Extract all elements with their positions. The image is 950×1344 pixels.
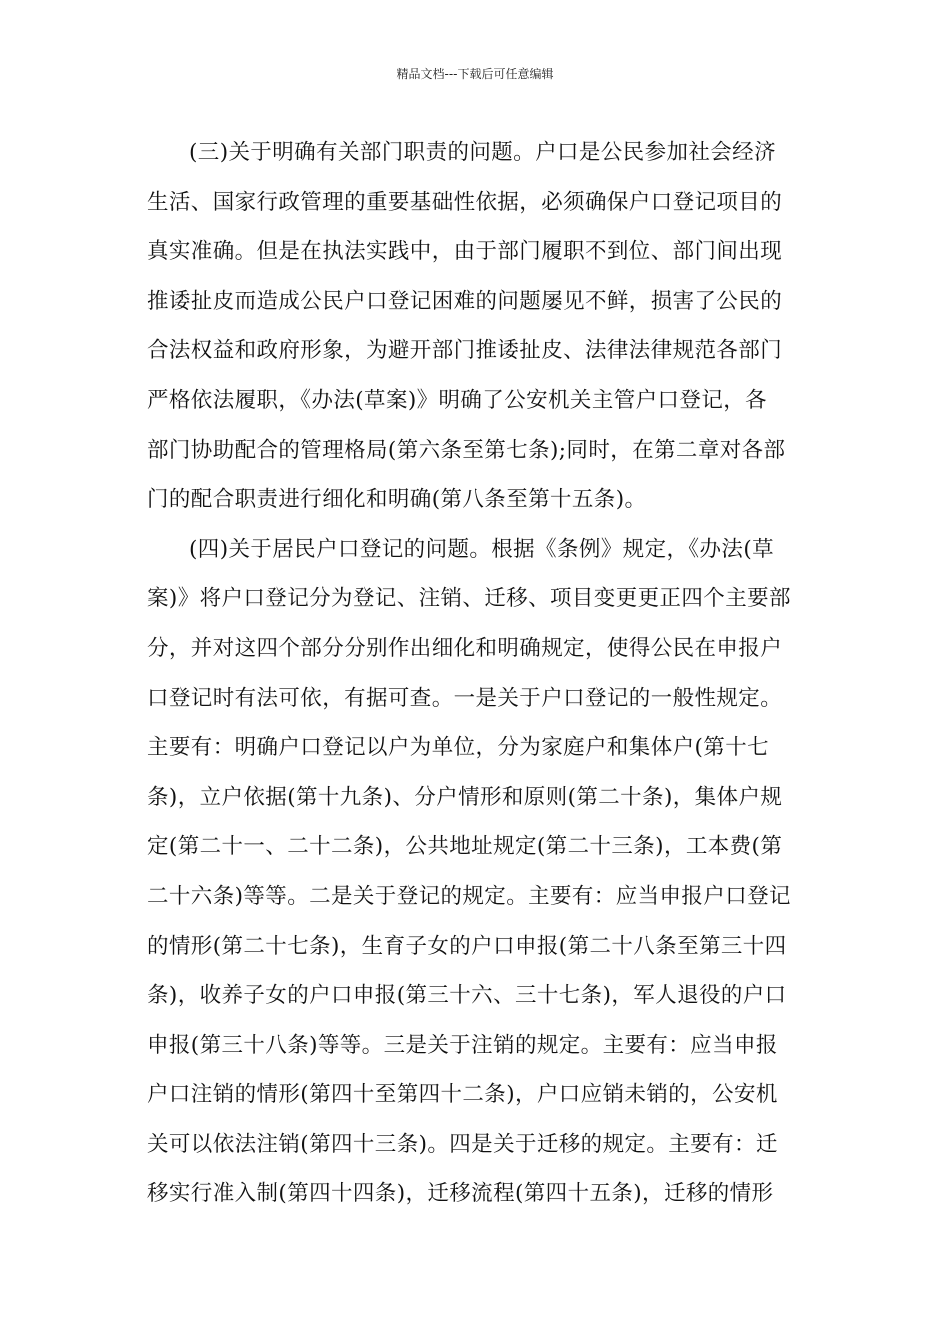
text-line: 定(第二十一、二十二条)，公共地址规定(第二十三条)，工本费(第 <box>147 834 783 860</box>
text-line: 真实准确。但是在执法实践中，由于部门履职不到位、部门间出现 <box>147 239 783 265</box>
text-line: 案)》将户口登记分为登记、注销、迁移、项目变更更正四个主要部 <box>147 586 791 612</box>
text-line: 关可以依法注销(第四十三条)。四是关于迁移的规定。主要有：迁 <box>147 1131 778 1157</box>
paragraph-resident-registration <box>147 525 807 1219</box>
text-line: (三)关于明确有关部门职责的问题。户口是公民参加社会经济 <box>189 140 776 165</box>
text-line: 二十六条)等等。二是关于登记的规定。主要有：应当申报户口登记 <box>147 883 791 909</box>
text-line: 合法权益和政府形象，为避开部门推诿扯皮、法律法律规范各部门 <box>147 338 783 364</box>
text-line: 分，并对这四个部分分别作出细化和明确规定，使得公民在申报户 <box>147 635 783 661</box>
text-line: 推诿扯皮而造成公民户口登记困难的问题屡见不鲜，损害了公民的 <box>147 288 783 314</box>
text-line: 主要有：明确户口登记以户为单位，分为家庭户和集体户(第十七 <box>147 735 769 761</box>
text-line: 口登记时有法可依，有据可查。一是关于户口登记的一般性规定。 <box>147 685 783 711</box>
text-line: 条)，收养子女的户口申报(第三十六、三十七条)，军人退役的户口 <box>147 983 787 1009</box>
text-line: 部门协助配合的管理格局(第六条至第七条);同时，在第二章对各部 <box>147 437 786 463</box>
text-line: (四)关于居民户口登记的问题。根据《条例》规定，《办法(草 <box>189 536 775 562</box>
text-line: 户口注销的情形(第四十至第四十二条)，户口应销未销的，公安机 <box>147 1082 778 1108</box>
document-body <box>147 128 807 1219</box>
text-line: 条)，立户依据(第十九条)、分户情形和原则(第二十条)，集体户规 <box>147 784 783 810</box>
text-line: 生活、国家行政管理的重要基础性依据，必须确保户口登记项目的 <box>147 189 783 215</box>
text-line: 严格依法履职，《办法(草案)》明确了公安机关主管户口登记，各 <box>147 387 768 413</box>
text-line: 申报(第三十八条)等等。三是关于注销的规定。主要有：应当申报 <box>147 1032 778 1058</box>
text-line: 移实行准入制(第四十四条)，迁移流程(第四十五条)，迁移的情形 <box>147 1181 774 1207</box>
text-line: 门的配合职责进行细化和明确(第八条至第十五条)。 <box>147 487 647 513</box>
page-header: 精品文档---下载后可任意编辑 <box>396 67 554 81</box>
text-line: 的情形(第二十七条)，生育子女的户口申报(第二十八条至第三十四 <box>147 933 787 959</box>
paragraph-household-registration-duties <box>147 128 807 525</box>
